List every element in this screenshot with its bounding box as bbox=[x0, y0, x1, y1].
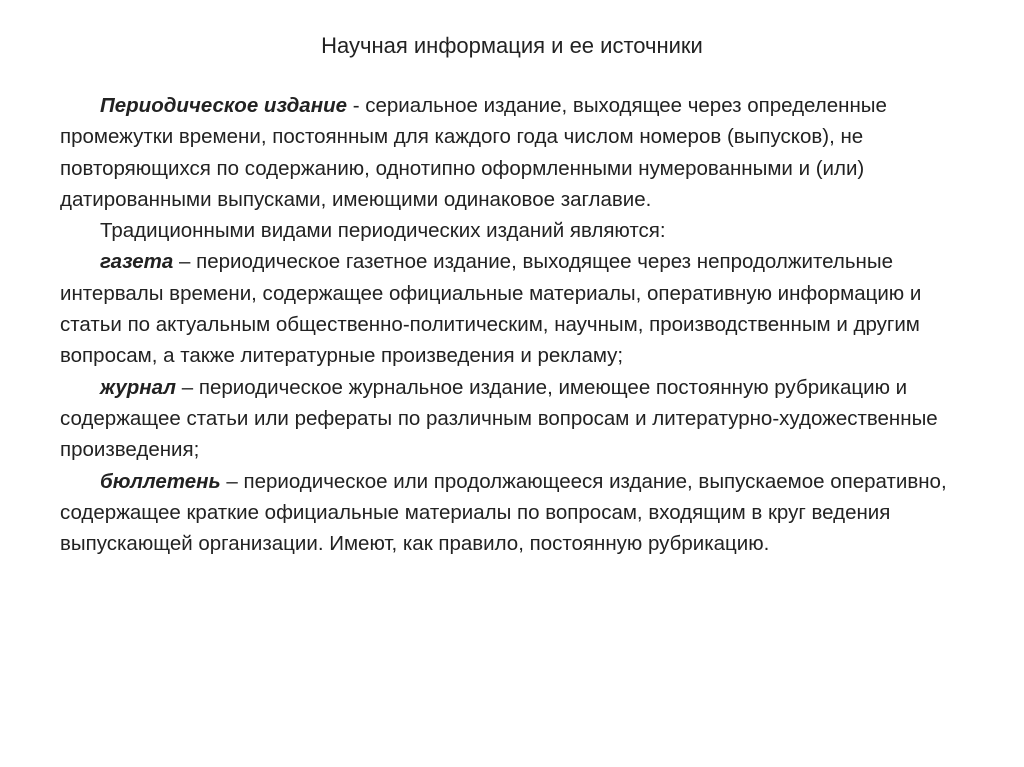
definition-newspaper bbox=[60, 246, 972, 371]
definition-journal-text: – периодическое журнальное издание, имеющее постоянную рубрикацию и содержащее статьи или рефераты по различным вопросам и литературно-художественные произведения; bbox=[60, 375, 938, 462]
types-intro bbox=[60, 215, 972, 246]
term-newspaper: газета bbox=[100, 250, 174, 274]
definition-bulletin bbox=[60, 466, 972, 560]
term-journal: журнал bbox=[100, 375, 177, 399]
types-intro-text: Традиционными видами периодических изданий являются: bbox=[100, 219, 666, 243]
term-bulletin: бюллетень bbox=[100, 469, 221, 493]
slide-title: Научная информация и ее источники bbox=[321, 33, 703, 58]
definition-periodical bbox=[60, 90, 972, 215]
definition-bulletin-text: – периодическое или продолжающееся издание, выпускаемое оперативно, содержащее краткие официальные материалы по вопросам, входящим в круг ведения выпускающей организации. Имеют, как правило, постоянную рубрикацию. bbox=[60, 469, 947, 556]
definition-newspaper-text: – периодическое газетное издание, выходящее через непродолжительные интервалы времени, содержащее официальные материалы, оперативную информацию и статьи по актуальным общественно-политическим, научным, производственным и другим вопросам, а также литературные произведения и рекламу; bbox=[60, 250, 922, 368]
definition-periodical-text: - сериальное издание, выходящее через определенные промежутки времени, постоянным для каждого года числом номеров (выпусков), не повторяющихся по содержанию, однотипно оформленными нумерованными и (или) датированными выпусками, имеющими одинаковое заглавие. bbox=[60, 94, 887, 211]
definition-journal bbox=[60, 372, 972, 466]
term-periodical: Периодическое издание bbox=[100, 94, 348, 117]
slide-body bbox=[60, 90, 972, 559]
